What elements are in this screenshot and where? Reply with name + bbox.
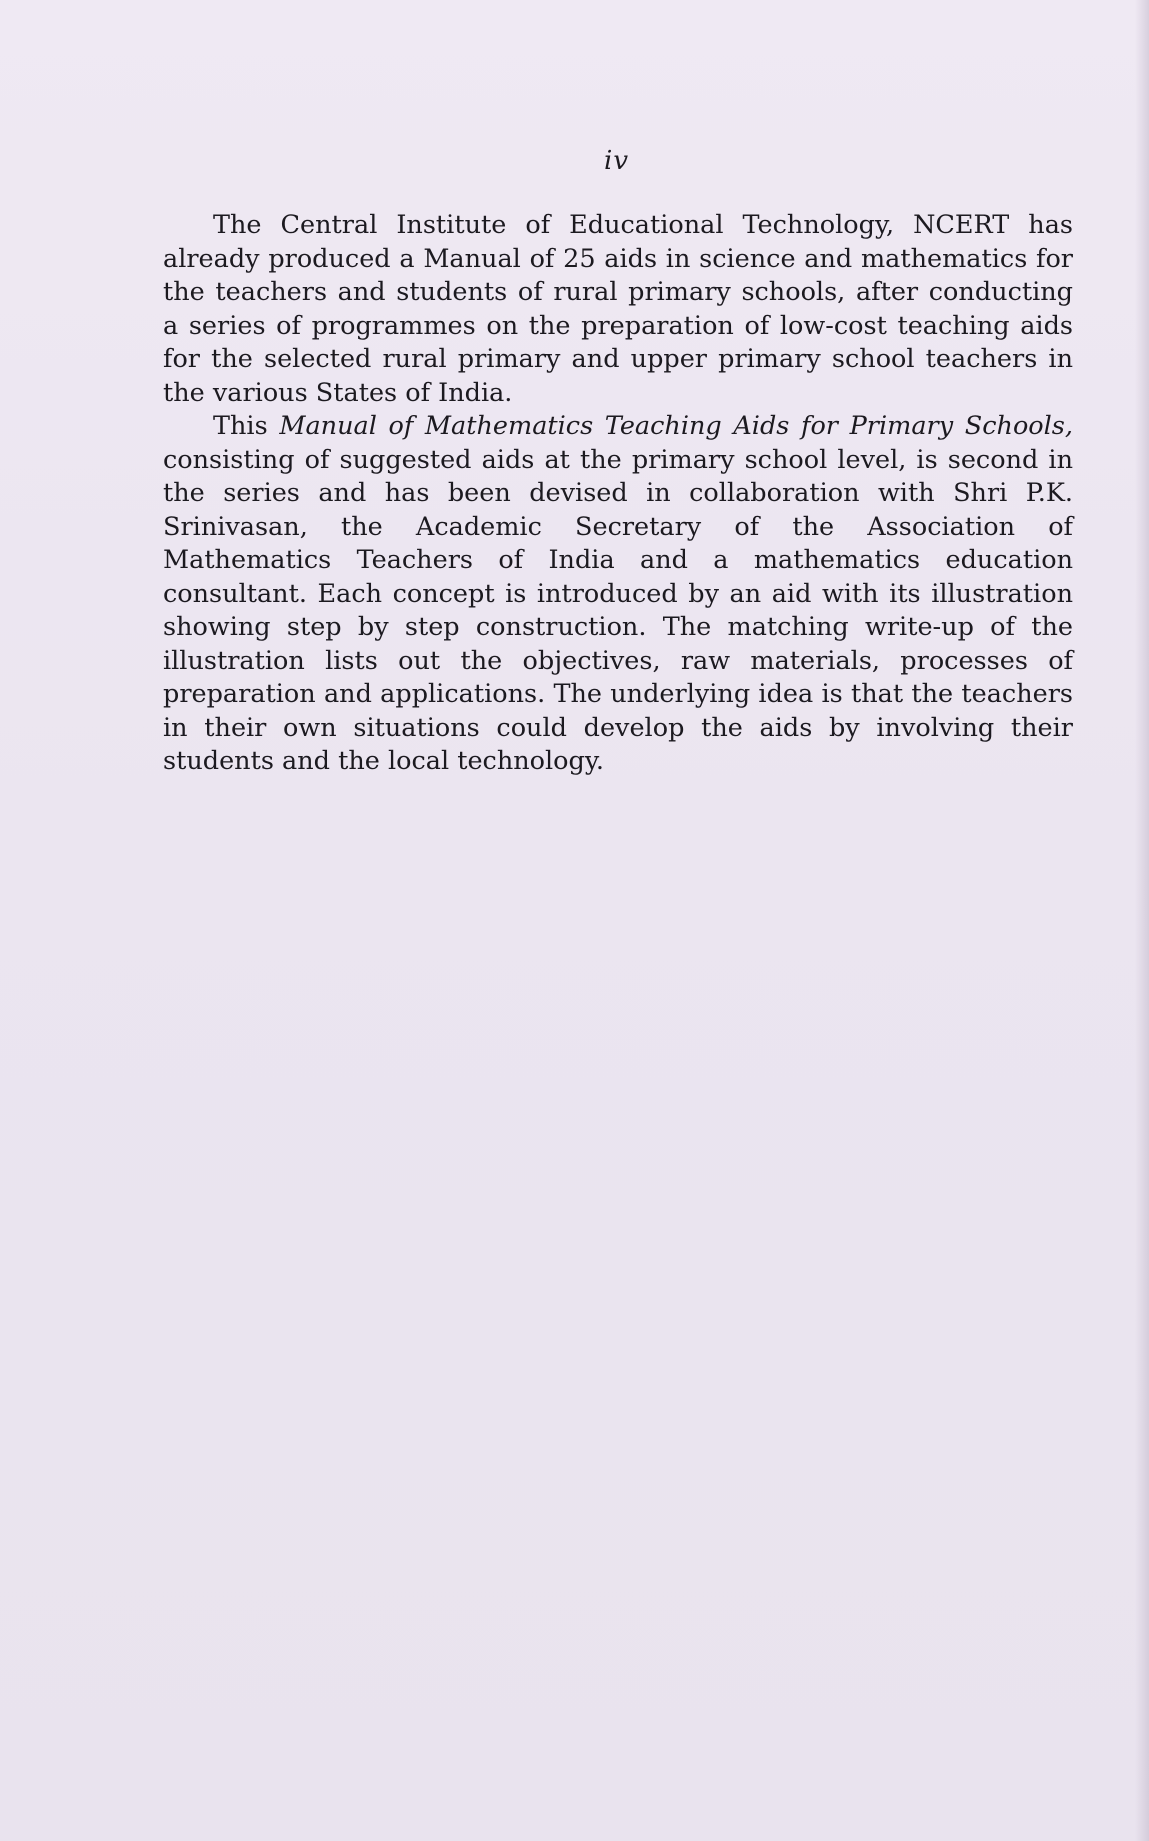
paragraph-2-lead: This — [213, 411, 280, 441]
manual-title: Manual of Mathematics Teaching Aids for Primary Schools, — [279, 411, 1074, 441]
page-number: iv — [604, 146, 630, 176]
paragraph-2-rest: consisting of suggested aids at the primary school level, is second in the series and has been devised in collaboration with Shri P.K. Srinivasan, the Academic Secretary of the Association of Mathematics Teachers of India and a mathematics education consultant. Each concept is introduced by an aid with its illustration showing step by step construction. The matching write-up of the illustration lists out the objectives, raw materials, processes of preparation and applications. The underlying idea is that the teachers in their own situations could develop the aids by involving their students and the local technology. — [163, 444, 1073, 776]
paragraph-1-text: The Central Institute of Educational Technology, NCERT has already produced a Manual of 25 aids in science and mathematics for the teachers and students of rural primary schools, after conducting a series of programmes on the preparation of low-cost teaching aids for the selected rural primary and upper primary school teachers in the various States of India. — [163, 210, 1073, 408]
paragraph-manual-description — [163, 410, 1073, 779]
body-text — [163, 209, 1073, 779]
page-edge-shadow — [1135, 0, 1149, 1841]
paragraph-cietin-manual — [163, 209, 1073, 410]
